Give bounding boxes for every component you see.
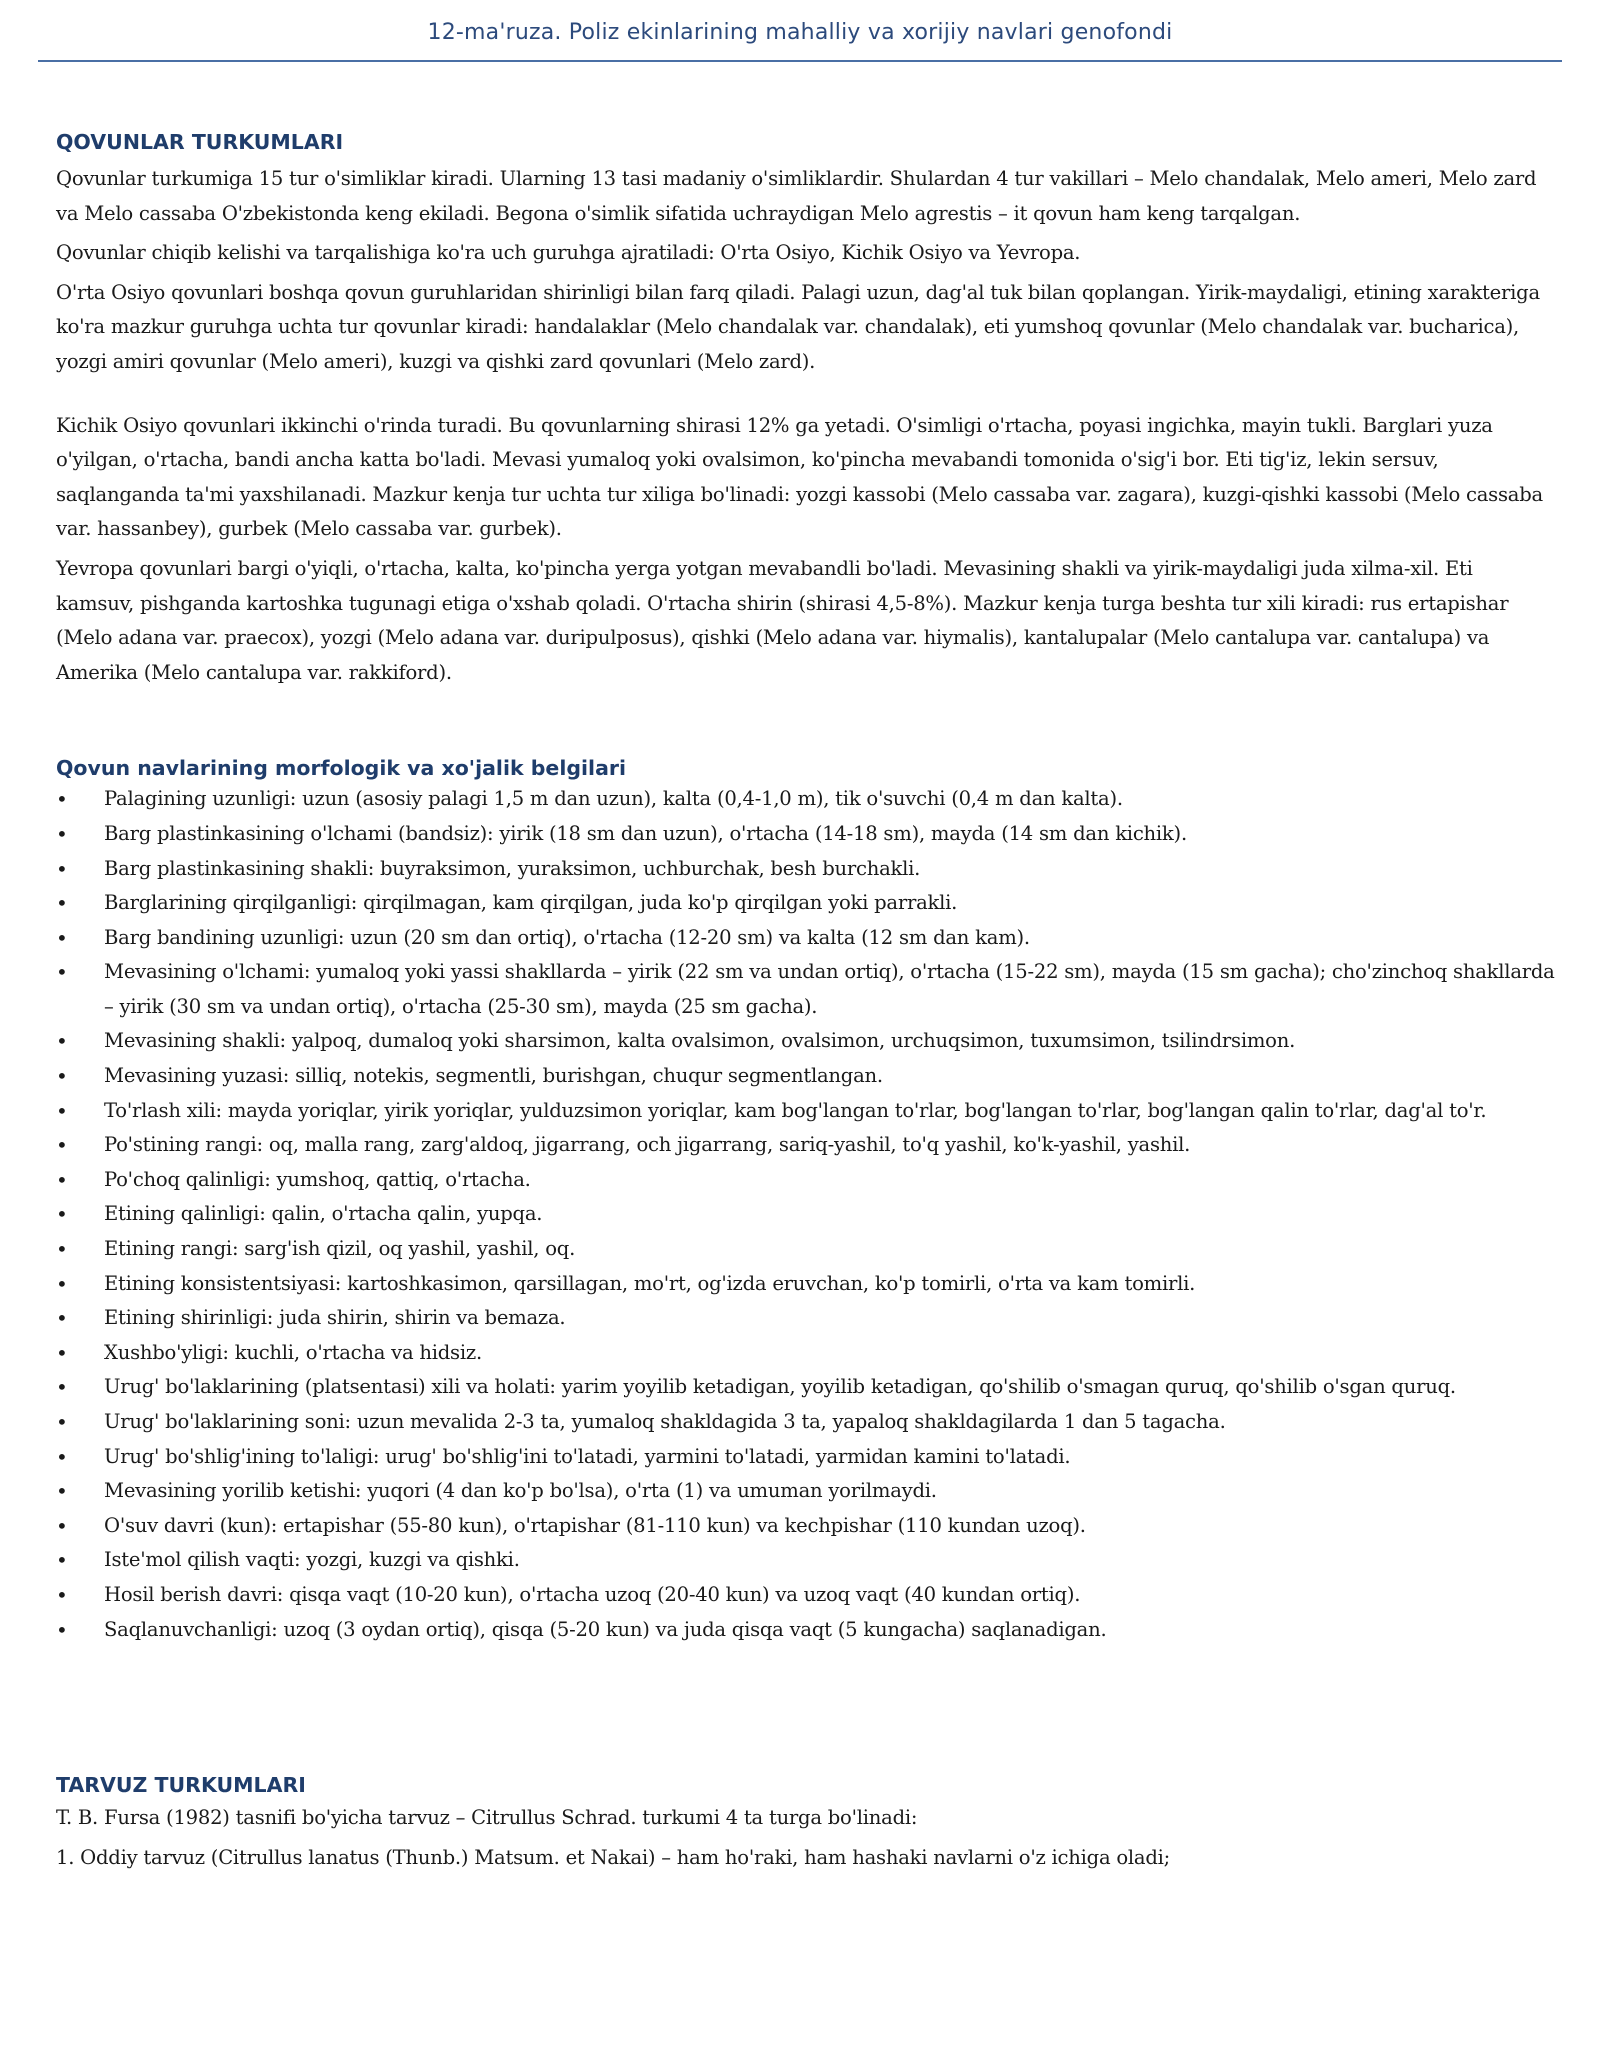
melons-paragraph: O'rta Osiyo qovunlari boshqa qovun guruhlaridan shirinligi bilan farq qiladi. Palagi uzun, dag'al tuk bilan qoplangan. Yirik-maydaligi, etining xarakteriga ko'ra mazkur guruhga uchta tur qovunlar kiradi: handalaklar (Melo chandalak var. chandalak), eti yumshoq qovunlar (Melo chandalak var. bucharica), yozgi amiri qovunlar (Melo ameri), kuzgi va qishki zard qovunlari (Melo zard). xyxy=(56,280,1540,373)
list-item xyxy=(56,1059,1556,1094)
bullet-icon: • xyxy=(56,1548,68,1573)
list-item-text: Barglarining qirqilganligi: qirqilmagan, kam qirqilgan, juda ko'p qirqilgan yoki parrakli. xyxy=(104,891,958,915)
list-item-text: Urug' bo'laklarining soni: uzun mevalida 2-3 ta, yumaloq shakldagida 3 ta, yapaloq shakldagilarda 1 dan 5 tagacha. xyxy=(104,1410,1226,1433)
list-item xyxy=(56,1370,1556,1405)
list-item-text: Urug' bo'shlig'ining to'laligi: urug' bo'shlig'ini to'latadi, yarmini to'latadi, yarmidan kamini to'latadi. xyxy=(104,1444,1071,1468)
list-item xyxy=(56,1509,1556,1544)
bullet-icon: • xyxy=(56,1064,68,1089)
traits-section xyxy=(56,754,1556,1647)
bullet-icon: • xyxy=(56,821,68,846)
watermelons-paragraph: 1. Oddiy tarvuz (Citrullus lanatus (Thunb.) Matsum. et Nakai) – ham ho'raki, ham hashaki navlarni o'z ichiga oladi; xyxy=(56,1845,1171,1869)
bullet-icon: • xyxy=(56,960,68,985)
bullet-icon: • xyxy=(56,1513,68,1538)
list-item-text: Saqlanuvchanligi: uzoq (3 oydan ortiq), qisqa (5-20 kun) va juda qisqa vaqt (5 kungacha) saqlanadigan. xyxy=(104,1617,1107,1641)
melons-section xyxy=(56,128,1556,690)
melons-paragraph: Yevropa qovunlari bargi o'yiqli, o'rtacha, kalta, ko'pincha yerga yotgan mevabandli bo'ladi. Mevasining shakli va yirik-maydaligi juda xilma-xil. Eti kamsuv, pishganda kartoshka tugunagi etiga o'xshab qoladi. O'rtacha shirin (shirasi 4,5-8%). Mazkur kenja turga beshta tur xili kiradi: rus ertapishar (Melo adana var. praecox), yozgi (Melo adana var. duripulposus), qishki (Melo adana var. hiymalis), kantalupalar (Melo cantalupa var. cantalupa) va Amerika (Melo cantalupa var. rakkiford). xyxy=(56,556,1509,684)
bullet-icon: • xyxy=(56,925,68,950)
list-item xyxy=(56,1128,1556,1163)
list-item xyxy=(56,1267,1556,1302)
list-item xyxy=(56,886,1556,921)
list-item xyxy=(56,1301,1556,1336)
list-item-text: Urug' bo'laklarining (platsentasi) xili va holati: yarim yoyilib ketadigan, yoyilib ketadigan, qo'shilib o'smagan quruq, qo'shilib o'sgan quruq. xyxy=(104,1375,1456,1399)
bullet-icon: • xyxy=(56,1098,68,1123)
list-item xyxy=(56,1163,1556,1198)
traits-heading: Qovun navlarining morfologik va xo'jalik belgilari xyxy=(56,756,627,781)
bullet-icon: • xyxy=(56,1375,68,1400)
traits-list xyxy=(56,782,1556,1647)
list-item xyxy=(56,817,1556,852)
list-item xyxy=(56,1440,1556,1475)
watermelons-paragraph: T. B. Fursa (1982) tasnifi bo'yicha tarvuz – Citrullus Schrad. turkumi 4 ta turga bo'linadi: xyxy=(56,1806,918,1830)
list-item-text: Barg plastinkasining o'lchami (bandsiz): yirik (18 sm dan uzun), o'rtacha (14-18 sm), mayda (14 sm dan kichik). xyxy=(104,821,1187,845)
watermelons-heading: TARVUZ TURKUMLARI xyxy=(56,1773,306,1798)
list-item xyxy=(56,1578,1556,1613)
list-item xyxy=(56,1197,1556,1232)
bullet-icon: • xyxy=(56,1237,68,1262)
list-item xyxy=(56,1474,1556,1509)
list-item xyxy=(56,782,1556,817)
list-item-text: Mevasining shakli: yalpoq, dumaloq yoki sharsimon, kalta ovalsimon, ovalsimon, urchuqsimon, tuxumsimon, tsilindrsimon. xyxy=(104,1029,1296,1053)
list-item xyxy=(56,921,1556,956)
list-item-text: Etining shirinligi: juda shirin, shirin va bemaza. xyxy=(104,1306,566,1330)
bullet-icon: • xyxy=(56,1479,68,1504)
list-item-text: Hosil berish davri: qisqa vaqt (10-20 kun), o'rtacha uzoq (20-40 kun) va uzoq vaqt (40 kundan ortiq). xyxy=(104,1582,1081,1606)
document-body xyxy=(56,128,1556,1880)
melons-paragraph: Kichik Osiyo qovunlari ikkinchi o'rinda turadi. Bu qovunlarning shirasi 12% ga yetadi. O'simligi o'rtacha, poyasi ingichka, mayin tukli. Barglari yuza o'yilgan, o'rtacha, bandi ancha katta bo'ladi. Mevasi yumaloq yoki ovalsimon, ko'pincha mevabandi tomonida o'sig'i bor. Eti tig'iz, lekin sersuv, saqlanganda ta'mi yaxshilanadi. Mazkur kenja tur uchta tur xiliga bo'linadi: yozgi kassobi (Melo cassaba var. zagara), kuzgi-qishki kassobi (Melo cassaba var. hassanbey), gurbek (Melo cassaba var. gurbek). xyxy=(56,413,1543,541)
list-item xyxy=(56,1232,1556,1267)
bullet-icon: • xyxy=(56,787,68,812)
bullet-icon: • xyxy=(56,1271,68,1296)
list-item-text: Barg bandining uzunligi: uzun (20 sm dan ortiq), o'rtacha (12-20 sm) va kalta (12 sm dan kam). xyxy=(104,925,1030,949)
bullet-icon: • xyxy=(56,891,68,916)
list-item-text: Etining konsistentsiyasi: kartoshkasimon, qarsillagan, mo'rt, og'izda eruvchan, ko'p tomirli, o'rta va kam tomirli. xyxy=(104,1271,1196,1295)
list-item xyxy=(56,1024,1556,1059)
list-item xyxy=(56,1405,1556,1440)
bullet-icon: • xyxy=(56,856,68,881)
bullet-icon: • xyxy=(56,1029,68,1054)
bullet-icon: • xyxy=(56,1444,68,1469)
list-item xyxy=(56,1336,1556,1371)
bullet-icon: • xyxy=(56,1617,68,1642)
page-header xyxy=(38,0,1562,62)
list-item xyxy=(56,1543,1556,1578)
bullet-icon: • xyxy=(56,1340,68,1365)
melons-heading: QOVUNLAR TURKUMLARI xyxy=(56,130,344,154)
list-item-text: Etining qalinligi: qalin, o'rtacha qalin, yupqa. xyxy=(104,1202,543,1226)
list-item-text: Mevasining yorilib ketishi: yuqori (4 dan ko'p bo'lsa), o'rta (1) va umuman yorilmaydi. xyxy=(104,1479,937,1503)
bullet-icon: • xyxy=(56,1306,68,1331)
melons-paragraph: Qovunlar turkumiga 15 tur o'simliklar kiradi. Ularning 13 tasi madaniy o'simliklardir. Shulardan 4 tur vakillari – Melo chandalak, Melo ameri, Melo zard va Melo cassaba O'zbekistonda keng ekiladi. Begona o'simlik sifatida uchraydigan Melo agrestis – it qovun ham keng tarqalgan. xyxy=(56,167,1537,225)
list-item-text: O'suv davri (kun): ertapishar (55-80 kun), o'rtapishar (81-110 kun) va kechpishar (110 kundan uzoq). xyxy=(104,1513,1086,1537)
list-item xyxy=(56,1094,1556,1129)
list-item-text: Mevasining o'lchami: yumaloq yoki yassi shakllarda – yirik (22 sm va undan ortiq), o'rtacha (15-22 sm), mayda (15 sm gacha); cho'zinchoq shakllarda – yirik (30 sm va undan ortiq), o'rtacha (25-30 sm), mayda (25 sm gacha). xyxy=(104,960,1555,1018)
list-item-text: Xushbo'yligi: kuchli, o'rtacha va hidsiz. xyxy=(104,1340,482,1364)
list-item-text: To'rlash xili: mayda yoriqlar, yirik yoriqlar, yulduzsimon yoriqlar, kam bog'langan to'rlar, bog'langan to'rlar, bog'langan qalin to'rlar, dag'al to'r. xyxy=(104,1098,1487,1122)
list-item xyxy=(56,1613,1556,1648)
bullet-icon: • xyxy=(56,1133,68,1158)
melons-paragraph: Qovunlar chiqib kelishi va tarqalishiga ko'ra uch guruhga ajratiladi: O'rta Osiyo, Kichik Osiyo va Yevropa. xyxy=(56,241,1081,265)
list-item-text: Po'choq qalinligi: yumshoq, qattiq, o'rtacha. xyxy=(104,1167,531,1191)
list-item xyxy=(56,955,1556,1024)
header-title: 12-ma'ruza. Poliz ekinlarining mahalliy va xorijiy navlari genofondi xyxy=(427,20,1173,45)
list-item-text: Iste'mol qilish vaqti: yozgi, kuzgi va qishki. xyxy=(104,1548,520,1572)
bullet-icon: • xyxy=(56,1202,68,1227)
list-item xyxy=(56,852,1556,887)
list-item-text: Mevasining yuzasi: silliq, notekis, segmentli, burishgan, chuqur segmentlangan. xyxy=(104,1064,883,1088)
list-item-text: Palagining uzunligi: uzun (asosiy palagi 1,5 m dan uzun), kalta (0,4-1,0 m), tik o'suvchi (0,4 m dan kalta). xyxy=(104,787,1123,811)
watermelons-section xyxy=(56,1771,1556,1875)
bullet-icon: • xyxy=(56,1167,68,1192)
bullet-icon: • xyxy=(56,1410,68,1434)
bullet-icon: • xyxy=(56,1582,68,1607)
list-item-text: Etining rangi: sarg'ish qizil, oq yashil, yashil, oq. xyxy=(104,1237,576,1261)
list-item-text: Po'stining rangi: oq, malla rang, zarg'aldoq, jigarrang, och jigarrang, sariq-yashil, to'q yashil, ko'k-yashil, yashil. xyxy=(104,1133,1191,1157)
list-item-text: Barg plastinkasining shakli: buyraksimon, yuraksimon, uchburchak, besh burchakli. xyxy=(104,856,921,880)
